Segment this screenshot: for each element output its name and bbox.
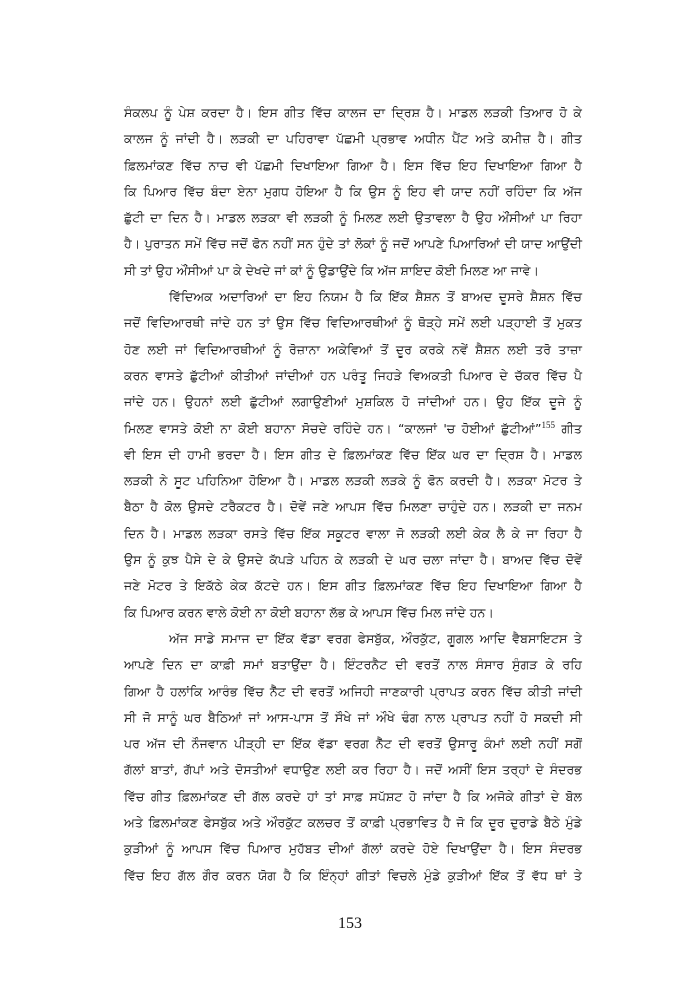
text-line: ਉਸ ਨੂੰ ਕੁਝ ਪੈਸੇ ਦੇ ਕੇ ਉਸਦੇ ਕੱਪੜੇ ਪਹਿਨ ਕੇ ਲੜਕੀ ਦੇ ਘਰ ਚਲਾ ਜਾਂਦਾ ਹੈ। ਬਾਅਦ ਵਿੱਚ ਦੋਵੇਂ: [124, 552, 582, 568]
text-line: ਦਿਨ ਹੈ। ਮਾਡਲ ਲੜਕਾ ਰਸਤੇ ਵਿੱਚ ਇੱਕ ਸਕੂਟਰ ਵਾਲਾ ਜੋ ਲੜਕੀ ਲਈ ਕੇਕ ਲੈ ਕੇ ਜਾ ਰਿਹਾ ਹੈ: [124, 525, 582, 541]
text-line: ਅਤੇ ਫ਼ਿਲਮਾਂਕਣ ਫੇਸਬੁੱਕ ਅਤੇ ਔਰਕੁੱਟ ਕਲਚਰ ਤੋਂ ਕਾਫ਼ੀ ਪ੍ਰਭਾਵਿਤ ਹੈ ਜੋ ਕਿ ਦੂਰ ਦੁਰਾਡੇ ਬੈਠੇ ਮੁੰਡੇ: [124, 815, 582, 831]
text-line: ਕਾਲਜ ਨੂੰ ਜਾਂਦੀ ਹੈ। ਲੜਕੀ ਦਾ ਪਹਿਰਾਵਾ ਪੱਛਮੀ ਪ੍ਰਭਾਵ ਅਧੀਨ ਪੈਂਟ ਅਤੇ ਕਮੀਜ਼ ਹੈ। ਗੀਤ: [124, 131, 582, 147]
text-line: ਗਿਆ ਹੈ ਹਲਾਂਕਿ ਆਰੰਭ ਵਿੱਚ ਨੈੱਟ ਦੀ ਵਰਤੋਂ ਅਜਿਹੀ ਜਾਣਕਾਰੀ ਪ੍ਰਾਪਤ ਕਰਨ ਵਿੱਚ ਕੀਤੀ ਜਾਂਦੀ: [124, 683, 582, 699]
text-line: ਸੰਕਲਪ ਨੂੰ ਪੇਸ਼ ਕਰਦਾ ਹੈ। ਇਸ ਗੀਤ ਵਿੱਚ ਕਾਲਜ ਦਾ ਦ੍ਰਿਸ਼ ਹੈ। ਮਾਡਲ ਲੜਕੀ ਤਿਆਰ ਹੋ ਕੇ: [124, 105, 582, 120]
text-line: ਜਣੇ ਮੋਟਰ ਤੇ ਇਕੱਠੇ ਕੇਕ ਕੱਟਦੇ ਹਨ। ਇਸ ਗੀਤ ਫ਼ਿਲਮਾਂਕਣ ਵਿੱਚ ਇਹ ਦਿਖਾਇਆ ਗਿਆ ਹੈ: [124, 578, 582, 594]
paragraph-2: [124, 284, 582, 626]
text-line: ਹੋਣ ਲਈ ਜਾਂ ਵਿਦਿਆਰਥੀਆਂ ਨੂੰ ਰੋਜ਼ਾਨਾ ਅਕੇਵਿਆਂ ਤੋਂ ਦੂਰ ਕਰਕੇ ਨਵੇਂ ਸ਼ੈਸ਼ਨ ਲਈ ਤਰੋ ਤਾਜ਼ਾ: [124, 341, 582, 357]
text-line: ਵਿੱਦਿਅਕ ਅਦਾਰਿਆਂ ਦਾ ਇਹ ਨਿਯਮ ਹੈ ਕਿ ਇੱਕ ਸ਼ੈਸ਼ਨ ਤੋਂ ਬਾਅਦ ਦੂਸਰੇ ਸ਼ੈਸ਼ਨ ਵਿੱਚ: [169, 289, 582, 305]
text-line: ਛੁੱਟੀ ਦਾ ਦਿਨ ਹੈ। ਮਾਡਲ ਲੜਕਾ ਵੀ ਲੜਕੀ ਨੂੰ ਮਿਲਣ ਲਈ ਉਤਾਵਲਾ ਹੈ ਉਹ ਔਂਸੀਆਂ ਪਾ ਰਿਹਾ: [124, 210, 582, 226]
text-line: ਫ਼ਿਲਮਾਂਕਣ ਵਿੱਚ ਨਾਚ ਵੀ ਪੱਛਮੀ ਦਿਖਾਇਆ ਗਿਆ ਹੈ। ਇਸ ਵਿੱਚ ਇਹ ਦਿਖਾਇਆ ਗਿਆ ਹੈ: [124, 157, 582, 173]
text-line: ਕੁੜੀਆਂ ਨੂੰ ਆਪਸ ਵਿੱਚ ਪਿਆਰ ਮੁਹੱਬਤ ਦੀਆਂ ਗੱਲਾਂ ਕਰਦੇ ਹੋਏ ਦਿਖਾਉਂਦਾ ਹੈ। ਇਸ ਸੰਦਰਭ: [124, 841, 582, 857]
text-line-part: ਗੀਤ: [561, 420, 582, 436]
text-line: ਕਰਨ ਵਾਸਤੇ ਛੁੱਟੀਆਂ ਕੀਤੀਆਂ ਜਾਂਦੀਆਂ ਹਨ ਪਰੰਤੂ ਜਿਹੜੇ ਵਿਅਕਤੀ ਪਿਆਰ ਦੇ ਚੱਕਰ ਵਿੱਚ ਪੈ: [124, 367, 582, 383]
text-line: ਹੈ। ਪੁਰਾਤਨ ਸਮੇਂ ਵਿੱਚ ਜਦੋਂ ਫੋਨ ਨਹੀਂ ਸਨ ਹੁੰਦੇ ਤਾਂ ਲੋਕਾਂ ਨੂੰ ਜਦੋਂ ਆਪਣੇ ਪਿਆਰਿਆਂ ਦੀ ਯਾਦ ਆਉਂਦੀ: [124, 236, 582, 252]
text-line: ਜਾਂਦੇ ਹਨ। ਉਹਨਾਂ ਲਈ ਛੁੱਟੀਆਂ ਲਗਾਉਣੀਆਂ ਮੁਸ਼ਕਿਲ ਹੋ ਜਾਂਦੀਆਂ ਹਨ। ਉਹ ਇੱਕ ਦੂਜੇ ਨੂੰ: [124, 394, 582, 410]
text-line-with-footnote: [124, 416, 582, 442]
text-line: ਲੜਕੀ ਨੇ ਸੂਟ ਪਹਿਨਿਆ ਹੋਇਆ ਹੈ। ਮਾਡਲ ਲੜਕੀ ਲੜਕੇ ਨੂੰ ਫੋਨ ਕਰਦੀ ਹੈ। ਲੜਕਾ ਮੋਟਰ ਤੇ: [124, 473, 582, 489]
text-line: ਕਿ ਪਿਆਰ ਕਰਨ ਵਾਲੇ ਕੋਈ ਨਾ ਕੋਈ ਬਹਾਨਾ ਲੱਭ ਕੇ ਆਪਸ ਵਿੱਚ ਮਿਲ ਜਾਂਦੇ ਹਨ।: [124, 604, 494, 620]
text-line: ਵਿੱਚ ਗੀਤ ਫ਼ਿਲਮਾਂਕਣ ਦੀ ਗੱਲ ਕਰਦੇ ਹਾਂ ਤਾਂ ਸਾਫ਼ ਸਪੱਸ਼ਟ ਹੋ ਜਾਂਦਾ ਹੈ ਕਿ ਅਜੋਕੇ ਗੀਤਾਂ ਦੇ ਬੋਲ: [124, 788, 582, 804]
footnote-marker: 155: [541, 419, 556, 430]
text-line: ਜਦੋਂ ਵਿਦਿਆਰਥੀ ਜਾਂਦੇ ਹਨ ਤਾਂ ਉਸ ਵਿੱਚ ਵਿਦਿਆਰਥੀਆਂ ਨੂੰ ਥੋੜ੍ਹੇ ਸਮੇਂ ਲਈ ਪੜ੍ਹਾਈ ਤੋਂ ਮੁਕਤ: [124, 315, 582, 331]
text-line: ਗੱਲਾਂ ਬਾਤਾਂ, ਗੱਪਾਂ ਅਤੇ ਦੋਸਤੀਆਂ ਵਧਾਉਣ ਲਈ ਕਰ ਰਿਹਾ ਹੈ। ਜਦੋਂ ਅਸੀਂ ਇਸ ਤਰ੍ਹਾਂ ਦੇ ਸੰਦਰਭ: [124, 762, 582, 778]
text-line: ਸੀ ਜੋ ਸਾਨੂੰ ਘਰ ਬੈਠਿਆਂ ਜਾਂ ਆਸ-ਪਾਸ ਤੋਂ ਸੌਖੇ ਜਾਂ ਔਖੇ ਢੰਗ ਨਾਲ ਪ੍ਰਾਪਤ ਨਹੀਂ ਹੋ ਸਕਦੀ ਸੀ: [124, 709, 582, 725]
paragraph-3: [124, 626, 582, 889]
text-line-part: ਮਿਲਣ ਵਾਸਤੇ ਕੋਈ ਨਾ ਕੋਈ ਬਹਾਨਾ ਸੋਚਦੇ ਰਹਿੰਦੇ ਹਨ। “ਕਾਲਜਾਂ 'ਚ ਹੋਈਆਂ ਛੁੱਟੀਆਂ”: [124, 420, 542, 436]
text-line: ਵਿੱਚ ਇਹ ਗੱਲ ਗੌਰ ਕਰਨ ਯੋਗ ਹੈ ਕਿ ਇੰਨ੍ਹਾਂ ਗੀਤਾਂ ਵਿਚਲੇ ਮੁੰਡੇ ਕੁੜੀਆਂ ਇੱਕ ਤੋਂ ਵੱਧ ਥਾਂ ਤੇ: [124, 867, 582, 883]
paragraph-1: [124, 100, 582, 284]
text-line: ਵੀ ਇਸ ਦੀ ਹਾਮੀ ਭਰਦਾ ਹੈ। ਇਸ ਗੀਤ ਦੇ ਫ਼ਿਲਮਾਂਕਣ ਵਿੱਚ ਇੱਕ ਘਰ ਦਾ ਦ੍ਰਿਸ਼ ਹੈ। ਮਾਡਲ: [124, 446, 582, 462]
text-line: ਸੀ ਤਾਂ ਉਹ ਔਂਸੀਆਂ ਪਾ ਕੇ ਦੇਖਦੇ ਜਾਂ ਕਾਂ ਨੂੰ ਉਡਾਉਂਦੇ ਕਿ ਅੱਜ ਸ਼ਾਇਦ ਕੋਈ ਮਿਲਣ ਆ ਜਾਵੇ।: [124, 262, 540, 278]
text-line: ਬੈਠਾ ਹੈ ਕੋਲ ਉਸਦੇ ਟਰੈਕਟਰ ਹੈ। ਦੋਵੇਂ ਜਣੇ ਆਪਸ ਵਿੱਚ ਮਿਲਣਾ ਚਾਹੁੰਦੇ ਹਨ। ਲੜਕੀ ਦਾ ਜਨਮ: [124, 499, 582, 515]
text-line: ਕਿ ਪਿਆਰ ਵਿੱਚ ਬੰਦਾ ਏਨਾ ਮੁਗਧ ਹੋਇਆ ਹੈ ਕਿ ਉਸ ਨੂੰ ਇਹ ਵੀ ਯਾਦ ਨਹੀਂ ਰਹਿੰਦਾ ਕਿ ਅੱਜ: [124, 183, 582, 199]
page-number: 153: [338, 915, 362, 932]
text-line: ਆਪਣੇ ਦਿਨ ਦਾ ਕਾਫ਼ੀ ਸਮਾਂ ਬਤਾਉਂਦਾ ਹੈ। ਇੰਟਰਨੈਟ ਦੀ ਵਰਤੋਂ ਨਾਲ ਸੰਸਾਰ ਸੁੰਗੜ ਕੇ ਰਹਿ: [124, 657, 582, 673]
text-line: ਪਰ ਅੱਜ ਦੀ ਨੌਜਵਾਨ ਪੀੜ੍ਹੀ ਦਾ ਇੱਕ ਵੱਡਾ ਵਰਗ ਨੈੱਟ ਦੀ ਵਰਤੋਂ ਉਸਾਰੂ ਕੰਮਾਂ ਲਈ ਨਹੀਂ ਸਗੋਂ: [124, 736, 582, 752]
body-text: [124, 100, 582, 889]
text-line: ਅੱਜ ਸਾਡੇ ਸਮਾਜ ਦਾ ਇੱਕ ਵੱਡਾ ਵਰਗ ਫੇਸਬੁੱਕ, ਔਰਕੁੱਟ, ਗੂਗਲ ਆਦਿ ਵੈਬਸਾਇਟਸ ਤੇ: [169, 630, 582, 646]
